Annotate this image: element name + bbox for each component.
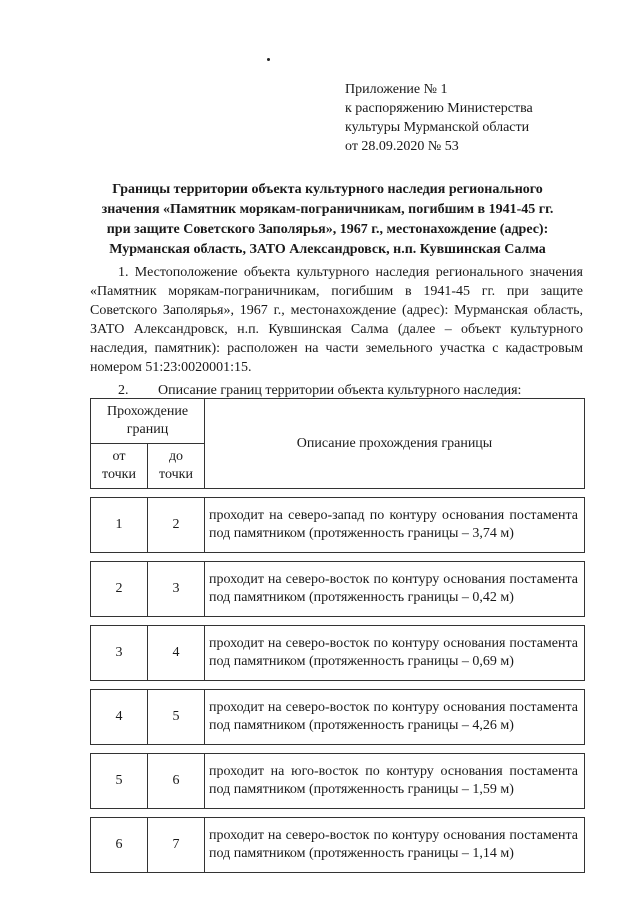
table-row <box>91 562 585 617</box>
from-point-cell: 6 <box>91 818 148 873</box>
to-point-cell: 6 <box>148 754 205 809</box>
separator-cell <box>91 489 585 498</box>
description-cell: проходит на северо-восток по контуру основания постамента под памятником (протяженность границы – 0,69 м) <box>205 626 585 681</box>
from-point-cell: 4 <box>91 690 148 745</box>
section-1-paragraph: 1. Местоположение объекта культурного наследия регионального значения «Памятник морякам-пограничникам, погибшим в 1941-45 гг. при защите Советского Заполярья», 1967 г., местонахождение (адрес): Мурманская область, ЗАТО Александровск, н.п. Кувшинская Салма (далее – объект культурного наследия, памятник): расположен на части земельного участка с кадастровым номером 51:23:0020001:15. <box>90 265 583 375</box>
separator-cell <box>91 553 585 562</box>
separator-cell <box>91 681 585 690</box>
appendix-header <box>345 80 533 156</box>
document-title: Границы территории объекта культурного наследия регионального значения «Памятник морякам-пограничникам, погибшим в 1941-45 гг. при защите Советского Заполярья», 1967 г., местонахождение (адрес): Мурманская область, ЗАТО Александровск, н.п. Кувшинская Салма <box>101 182 554 257</box>
scan-speck <box>267 58 270 61</box>
to-point-cell: 7 <box>148 818 205 873</box>
appendix-line: от 28.09.2020 № 53 <box>345 139 459 154</box>
table-body <box>91 489 585 873</box>
row-separator <box>91 745 585 754</box>
row-separator <box>91 809 585 818</box>
appendix-line: Приложение № 1 <box>345 82 448 97</box>
to-point-cell: 2 <box>148 498 205 553</box>
table-row <box>91 626 585 681</box>
from-point-cell: 2 <box>91 562 148 617</box>
row-separator <box>91 489 585 498</box>
separator-cell <box>91 745 585 754</box>
table-row <box>91 498 585 553</box>
appendix-line: к распоряжению Министерства <box>345 101 533 116</box>
header-boundary-group: Прохождение границ <box>91 399 205 444</box>
section-2-text: Описание границ территории объекта культурного наследия: <box>158 383 522 398</box>
description-cell: проходит на северо-запад по контуру основания постамента под памятником (протяженность границы – 3,74 м) <box>205 498 585 553</box>
row-separator <box>91 617 585 626</box>
row-separator <box>91 681 585 690</box>
from-point-cell: 1 <box>91 498 148 553</box>
separator-cell <box>91 617 585 626</box>
description-cell: проходит на северо-восток по контуру основания постамента под памятником (протяженность границы – 0,42 м) <box>205 562 585 617</box>
table-row <box>91 690 585 745</box>
description-cell: проходит на северо-восток по контуру основания постамента под памятником (протяженность границы – 4,26 м) <box>205 690 585 745</box>
table-row <box>91 818 585 873</box>
row-separator <box>91 553 585 562</box>
from-point-cell: 3 <box>91 626 148 681</box>
from-point-cell: 5 <box>91 754 148 809</box>
appendix-line: культуры Мурманской области <box>345 120 530 135</box>
separator-cell <box>91 809 585 818</box>
header-to-point: до точки <box>148 444 205 489</box>
boundary-table <box>90 398 585 873</box>
description-cell: проходит на северо-восток по контуру основания постамента под памятником (протяженность границы – 1,14 м) <box>205 818 585 873</box>
header-from-point: от точки <box>91 444 148 489</box>
description-cell: проходит на юго-восток по контуру основания постамента под памятником (протяженность границы – 1,59 м) <box>205 754 585 809</box>
section-2-number: 2. <box>118 383 129 398</box>
to-point-cell: 5 <box>148 690 205 745</box>
to-point-cell: 4 <box>148 626 205 681</box>
header-description: Описание прохождения границы <box>205 399 585 489</box>
table-row <box>91 754 585 809</box>
to-point-cell: 3 <box>148 562 205 617</box>
